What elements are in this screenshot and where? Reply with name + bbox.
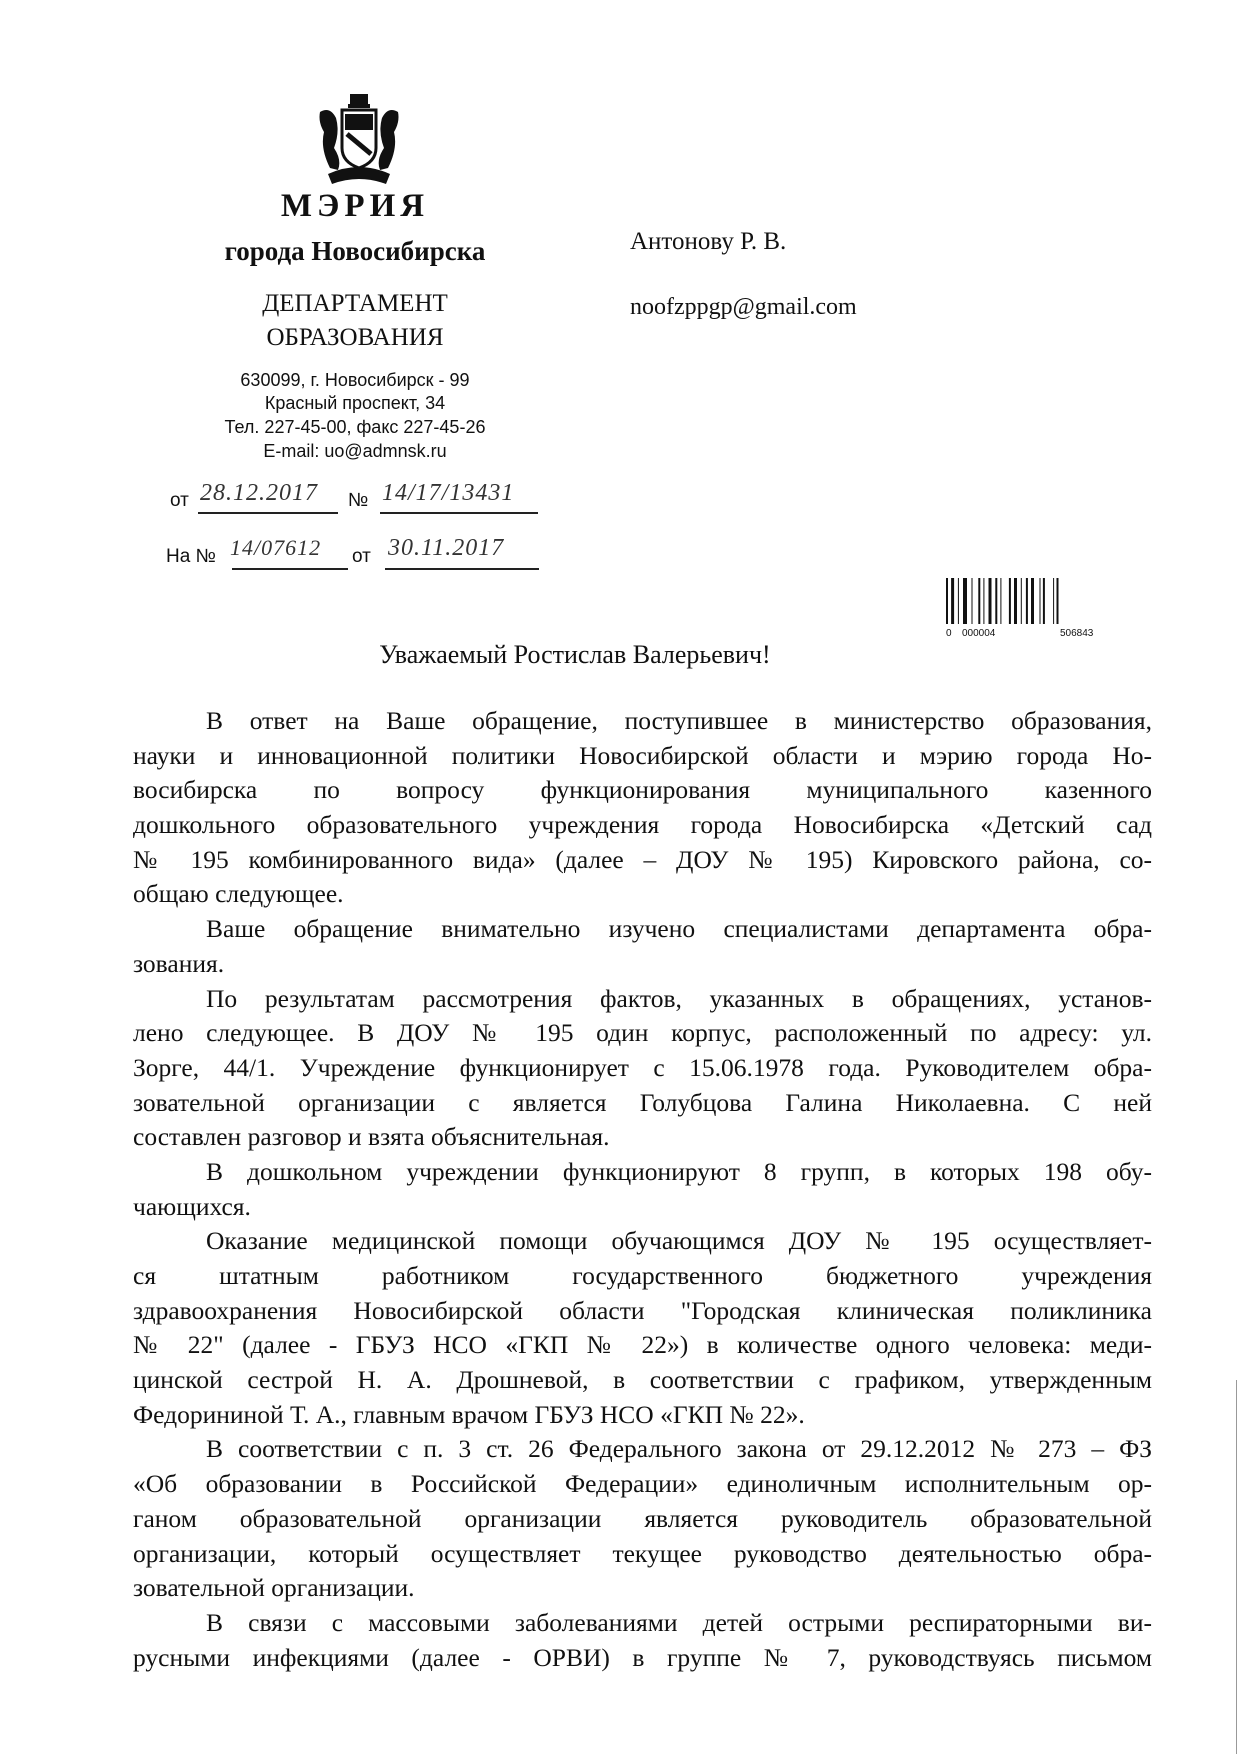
barcode-bar [995,578,997,624]
barcode-bar [1000,578,1001,624]
paragraph-line: В связи с массовыми заболеваниями детей острыми респираторными ви- [206,1607,1152,1637]
number-underline [380,512,538,514]
barcode-bar [1053,578,1054,624]
reply-date-underline [385,568,539,570]
barcode-bar [1026,578,1028,624]
barcode-bar [989,578,992,624]
paragraph-line: В ответ на Ваше обращение, поступившее в министерство образования, [206,706,1152,735]
email-line: E-mail: uo@admnsk.ru [263,441,447,461]
phone-line: Тел. 227-45-00, факс 227-45-26 [224,417,486,437]
barcode-bar [1040,578,1041,624]
barcode-group1: 000004 [962,628,996,639]
department-name-line2: ОБРАЗОВАНИЯ [266,324,444,351]
reply-number-label: На № [166,546,216,567]
paragraph-line: № 22" (далее - ГБУЗ НСО «ГКП № 22») в количестве одного человека: меди- [133,1330,1152,1360]
paragraph-line: науки и инновационной политики Новосибирской области и мэрию города Но- [133,740,1152,770]
paragraph-line: В дошкольном учреждении функционируют 8 групп, в которых 198 обу- [206,1156,1152,1186]
barcode-bar [1057,578,1059,624]
barcode-bar [1021,578,1022,624]
paragraph-line: зовательной организации. [133,1573,415,1603]
paragraph-line: дошкольного образовательного учреждения города Новосибирска «Детский сад [133,810,1152,840]
paragraph-line: ся штатным работником государственного бюджетного учреждения [133,1261,1152,1290]
barcode-bar [1014,578,1017,624]
department-name-line1: ДЕПАРТАМЕНТ [262,290,448,317]
from-label: от [170,490,189,511]
barcode-bar [1043,578,1045,624]
reply-from-label: от [352,546,371,567]
paragraph-line: чающихся. [133,1191,251,1221]
paragraph-line: Зорге, 44/1. Учреждение функционирует с 15.06.1978 года. Руководителем обра- [133,1052,1152,1082]
paragraph-line: Ваше обращение внимательно изучено специалистами департамента обра- [206,914,1152,944]
paragraph-line: общаю следующее. [133,879,344,909]
paragraph-line: зовательной организации с является Голубцова Галина Николаевна. С ней [133,1087,1152,1117]
barcode-digit: 0 [946,628,952,639]
paragraph-line: № 195 комбинированного вида» (далее – ДОУ № 195) Кировского района, со- [133,844,1152,874]
org-city: города Новосибирска [224,236,486,266]
number-label: № [348,490,369,511]
barcode-bar [951,578,954,624]
paragraph-line: составлен разговор и взята объяснительная. [133,1122,610,1152]
address-line: 630099, г. Новосибирск - 99 [240,370,470,390]
reply-number-underline [232,568,348,570]
recipient-email: noofzppgp@gmail.com [630,294,857,320]
org-title: МЭРИЯ [280,188,430,224]
paragraph-line: лено следующее. В ДОУ № 195 один корпус, расположенный по адресу: ул. [133,1018,1152,1048]
paragraph-line: цинской сестрой Н. А. Дрошневой, в соответствии с графиком, утвержденным [133,1365,1152,1395]
paragraph-line: русными инфекциями (далее - ОРВИ) в группе № 7, руководствуясь письмом [133,1642,1152,1672]
address-line: Красный проспект, 34 [264,393,446,413]
paragraph-line: организации, который осуществляет текущее руководство деятельностью обра- [133,1538,1152,1568]
paragraph-line: В соответствии с п. 3 ст. 26 Федерального закона от 29.12.2012 № 273 – ФЗ [206,1434,1152,1464]
barcode-bar [958,578,959,624]
scan-edge-line [1236,1380,1237,1754]
paragraph-line: По результатам рассмотрения фактов, указанных в обращениях, установ- [206,983,1152,1013]
date-underline [198,512,338,514]
paragraph-line: зования. [133,948,225,978]
coat-of-arms-logo [314,92,404,190]
outgoing-number-handwritten: 14/17/13431 [382,480,515,506]
barcode-bar [1031,578,1034,624]
paragraph-line: здравоохранения Новосибирской области "Городская клиническая поликлиника [133,1295,1152,1325]
paragraph-line: Оказание медицинской помощи обучающимся ДОУ № 195 осуществляет- [206,1226,1152,1256]
recipient-name: Антонову Р. В. [630,228,787,255]
letter-body [133,704,1152,1675]
paragraph-line: восибирска по вопросу функционирования муниципального казенного [133,775,1152,805]
barcode-bar [972,578,973,624]
reply-number-handwritten: 14/07612 [230,535,322,560]
paragraph-line: Федорининой Т. А., главным врачом ГБУЗ НСО «ГКП № 22». [133,1399,805,1429]
barcode-bar [963,578,967,624]
barcode-bar [978,578,980,624]
reply-date-handwritten: 30.11.2017 [388,535,505,561]
barcode-bar [946,578,948,624]
barcode-bar [983,578,984,624]
greeting: Уважаемый Ростислав Валерьевич! [379,640,771,669]
barcode-group2: 506843 [1060,628,1094,639]
barcode [944,578,1112,624]
paragraph-line: «Об образовании в Российской Федерации» единоличным исполнительным ор- [133,1469,1152,1499]
barcode-bar [1009,578,1011,624]
outgoing-date-handwritten: 28.12.2017 [200,480,318,506]
paragraph-line: ганом образовательной организации является руководитель образовательной [133,1503,1152,1533]
